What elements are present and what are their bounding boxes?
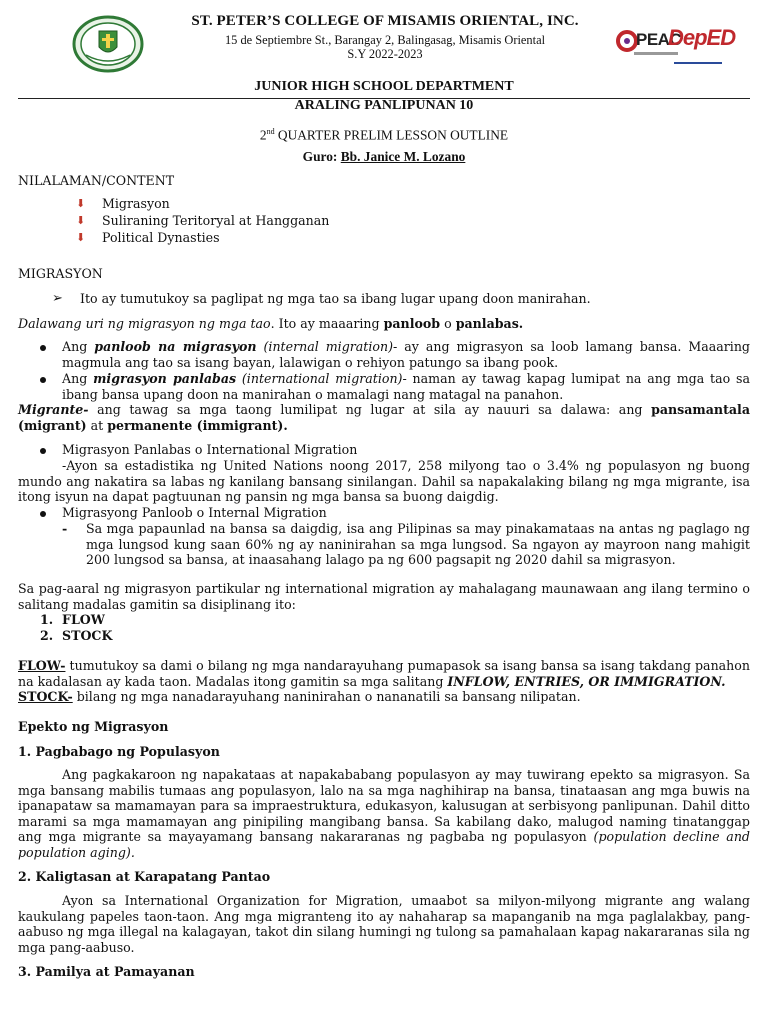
section-3-heading: 3. Pamilya at Pamayanan — [18, 964, 195, 979]
o-connector: o — [440, 316, 456, 331]
migrasyon-heading: MIGRASYON — [18, 266, 103, 281]
pin-bullet-icon: ⬇ — [76, 197, 86, 210]
quarter-text: QUARTER PRELIM LESSON OUTLINE — [274, 127, 509, 143]
term-item: 2. STOCK — [40, 628, 113, 643]
arrow-bullet-icon: ➢ — [52, 291, 63, 306]
section-2-heading: 2. Kaligtasan at Karapatang Pantao — [18, 869, 271, 884]
section-2-text: Ayon sa International Organization for Migration, umaabot sa milyon-milyong migrante ang walang kaukulang papeles taon-taon. Ang mga migranteng ito ay nahaharap sa mapanganib na mga paglalakbay, pang-aabuso ng mga illegal na kalagayan, takot din silang humingi ng tulong sa pamahalaan kapag nakararanas sila ng mga pang-aabuso. — [18, 893, 750, 955]
bullet-dot-icon — [40, 377, 46, 383]
content-item — [76, 213, 576, 230]
term: Migrante- — [18, 402, 89, 417]
epekto-heading: Epekto ng Migrasyon — [18, 719, 169, 734]
text: tumutukoy sa dami o bilang ng mga nandarayuhang pumapasok sa isang bansa sa isang takdang panahon na kadalasan ay kada taon. Madalas itong gamitin sa mga salitang — [18, 658, 750, 689]
intl-migration-text: -Ayon sa estadistika ng United Nations noong 2017, 258 milyong tao o 3.4% ng populasyon ng buong mundo ang nakatira sa labas ng kanilang bansang sinilangan. Dahil sa napakalaking bilang ng mga migrante, isa itong isyun na dapat pagtuunan ng pansin ng mga bansa sa buong daigdig. — [18, 458, 750, 504]
teacher-name: Bb. Janice M. Lozano — [340, 149, 466, 164]
migrante-definition — [18, 402, 750, 433]
peac-emblem-icon — [616, 30, 638, 52]
stock-label: STOCK- — [18, 689, 73, 704]
school-address: 15 de Septiembre St., Barangay 2, Balingasag, Misamis Oriental — [224, 33, 546, 47]
teacher-line — [0, 149, 768, 165]
quarter-title — [0, 124, 768, 143]
term-list — [40, 612, 112, 644]
flow-label: FLOW- — [18, 658, 66, 673]
deped-text: DepED — [668, 25, 736, 50]
teacher-label: Guro: — [302, 149, 341, 164]
peac-text: PEAC — [636, 30, 682, 49]
flow-emphasis: INFLOW, ENTRIES, OR IMMIGRATION. — [447, 673, 726, 689]
internal-migration-heading: Migrasyong Panloob o Internal Migration — [62, 505, 327, 520]
content-item-label: Migrasyon — [102, 196, 170, 211]
school-name: ST. PETER’S COLLEGE OF MISAMIS ORIENTAL, INC. — [191, 13, 579, 29]
content-item — [76, 230, 576, 247]
dash-bullet-icon: - — [62, 521, 68, 536]
text: at — [86, 417, 108, 433]
school-seal-logo — [72, 15, 144, 73]
bullet-dot-icon — [40, 345, 46, 351]
text: bilang ng mga nanadarayuhang naninirahan o nananatili sa bansang nilipatan. — [72, 689, 581, 704]
content-item-label: Political Dynasties — [102, 230, 220, 245]
migrasyon-definition: Ito ay tumutukoy sa paglipat ng mga tao sa ibang lugar upang doon manirahan. — [80, 291, 591, 306]
dalawang-uri-text: . Ito ay maaaring — [270, 316, 384, 331]
text: naman ay tawag kapag lumipat na ang mga tao sa ibang bansa upang doon na manirahan o mamalagi nang matagal na panahon. — [62, 371, 750, 402]
term: migrasyon panlabas — [93, 371, 237, 386]
school-year: S.Y 2022-2023 — [347, 47, 423, 61]
text: ay ang migrasyon sa loob lamang bansa. Maaaring magmula ang tao sa isang bayan, lalawigan o rehiyon patungo sa ibang pook. — [62, 339, 750, 370]
text: (international migration)- — [236, 371, 407, 386]
text: Ang — [62, 339, 95, 354]
content-item — [76, 196, 576, 213]
term-stock: STOCK — [62, 628, 113, 643]
text: Ang — [62, 371, 94, 386]
pin-bullet-icon: ⬇ — [76, 214, 86, 227]
panlabas-term: panlabas. — [455, 316, 524, 331]
term-item: 1. FLOW — [40, 612, 105, 627]
subject-title: ARALING PANLIPUNAN 10 — [294, 98, 474, 113]
intl-migration-heading: Migrasyon Panlabas o International Migration — [62, 442, 358, 457]
pin-bullet-icon: ⬇ — [76, 231, 86, 244]
term-flow: FLOW — [62, 612, 105, 627]
deped-logo — [668, 22, 736, 78]
dalawang-uri — [18, 316, 523, 332]
termino-intro: Sa pag-aaral ng migrasyon partikular ng international migration ay mahalagang maunawaan ang ilang termino o salitang madalas gamitin sa disiplinang ito: — [18, 581, 750, 612]
text: Ang pagkakaroon ng napakataas at napakababang populasyon ay may tuwirang epekto sa migrasyon. Sa mga bansang mabilis tumaas ang populasyon, lalo na sa mga naghihirap na bansa, tinataasan ang mga buwis na ipanapataw sa mamamayan para sa impraestruktura, edukasyon, kalusugan at serbisyong panlipunan. Dahil ditto marami sa mga mamamayan ang pinipiling mangibang bansa. Sa kabilang dako, malugod naming tinatanggap ang mga migrante sa mayayamang bansang nakararanas ng pagbaba ng populasyon — [18, 767, 750, 844]
panloob-term: panloob — [383, 316, 441, 331]
department-title: JUNIOR HIGH SCHOOL DEPARTMENT — [254, 79, 514, 94]
bullet-dot-icon — [40, 448, 46, 454]
quarter-suffix: nd — [266, 127, 275, 136]
internal-migration-text: Sa mga papaunlad na bansa sa daigdig, isa ang Pilipinas sa may pinakamataas na antas ng paglago ng mga lungsod kung saan 60% ng ay naninirahan sa mga lungsod. Sa ngayon ay mayroon nang mahigit 200 lungsod sa bansa, at inaasahang lalago pa ng 600 pagsapit ng 2020 dahil sa migrasyon. — [86, 521, 750, 567]
section-1-heading: 1. Pagbabago ng Populasyon — [18, 744, 220, 759]
content-heading: NILALAMAN/CONTENT — [18, 173, 175, 188]
quarter-number: 2 — [259, 127, 267, 143]
panlabas-bullet — [62, 371, 750, 402]
term: permanente (immigrant). — [107, 417, 288, 433]
content-list — [76, 196, 576, 247]
dalawang-uri-italic: Dalawang uri ng migrasyon ng mga tao — [18, 316, 271, 331]
panloob-bullet — [62, 339, 750, 370]
italic-note: (population decline and population aging). — [18, 829, 750, 860]
text: ang tawag sa mga taong lumilipat ng lugar at sila ay nauuri sa dalawa: ang — [88, 402, 652, 417]
term: pansamantala (migrant) — [18, 402, 750, 433]
text: (internal migration)- — [256, 339, 398, 354]
term: panloob na migrasyon — [94, 339, 257, 354]
stock-definition — [18, 689, 750, 705]
bullet-dot-icon — [40, 511, 46, 517]
flow-definition — [18, 658, 750, 689]
section-1-text — [18, 767, 750, 860]
content-item-label: Suliraning Teritoryal at Hangganan — [102, 213, 330, 228]
